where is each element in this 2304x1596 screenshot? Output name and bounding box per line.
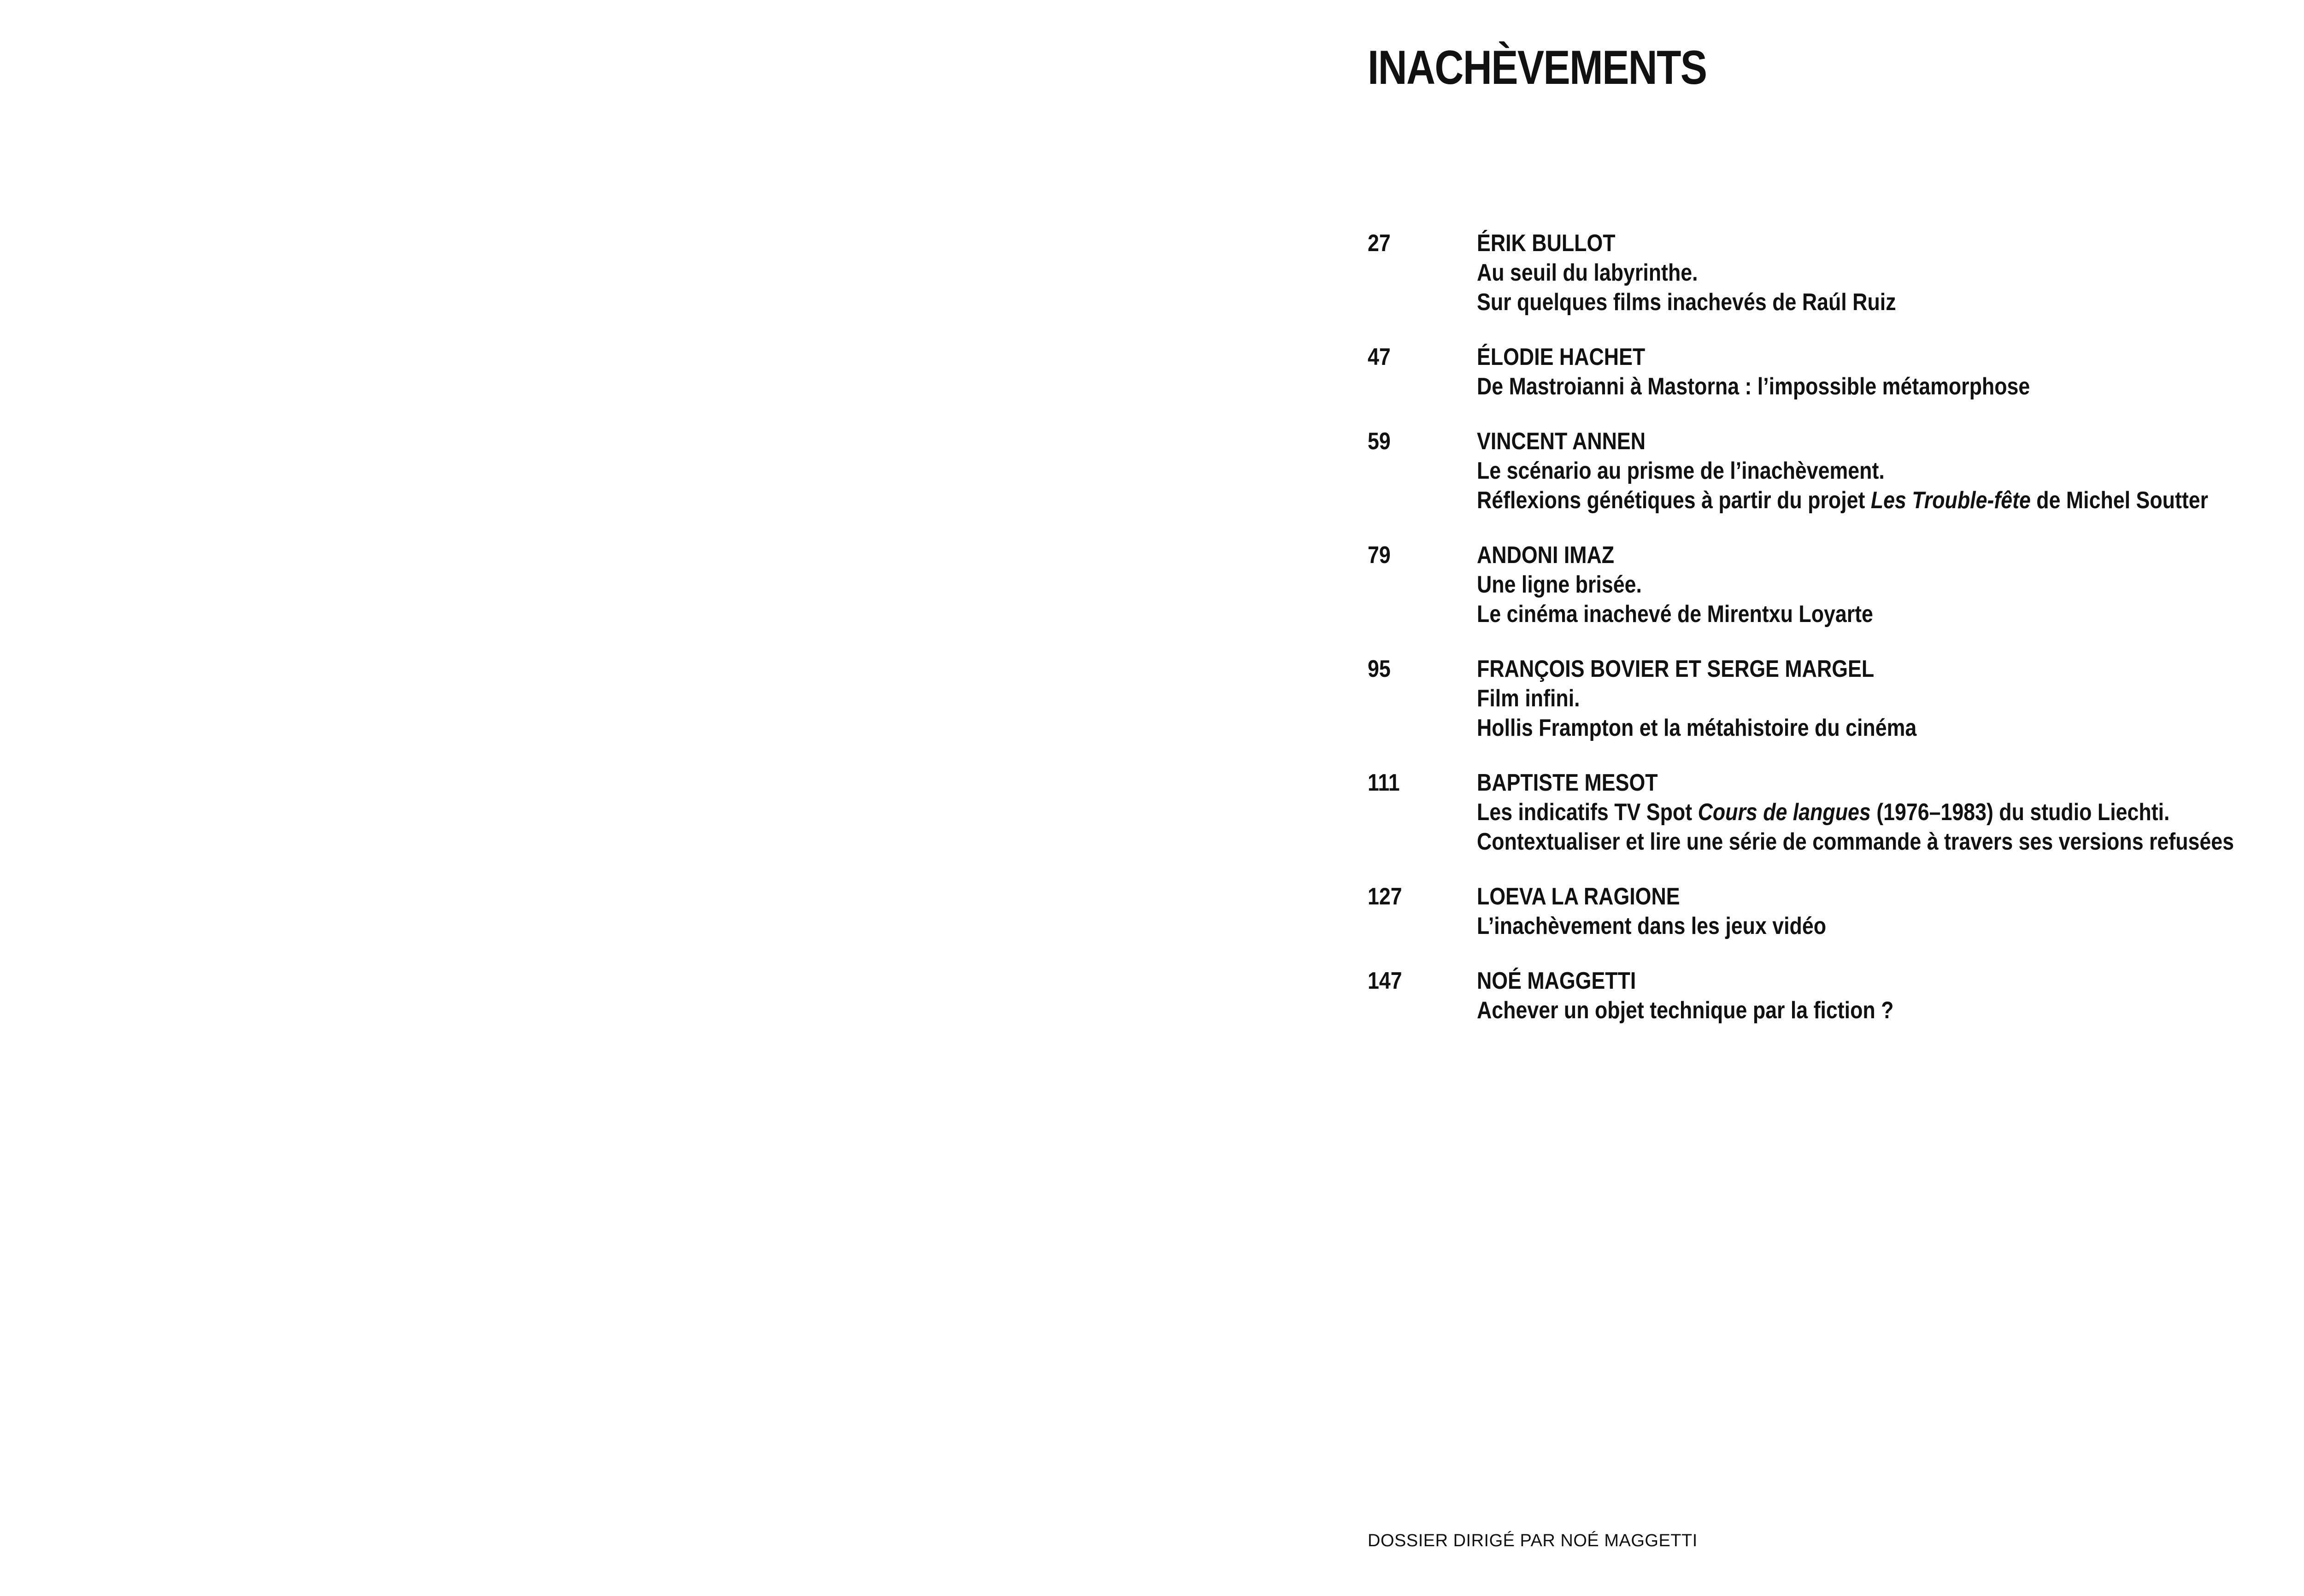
toc-entry bbox=[1368, 427, 2289, 515]
toc-entry-body bbox=[1477, 342, 2175, 401]
toc-page-number: 27 bbox=[1368, 230, 1391, 257]
toc-article-title-line bbox=[1477, 713, 2175, 743]
toc-text-segment: Réflexions génétiques à partir du projet bbox=[1477, 487, 1871, 514]
toc-article-title-line bbox=[1477, 456, 2208, 486]
toc-work-title: Cours de langues bbox=[1698, 799, 1871, 826]
contents-page bbox=[1234, 0, 2304, 1596]
toc-article-title-line bbox=[1477, 599, 2175, 629]
toc-page-number: 59 bbox=[1368, 428, 1391, 455]
page-title: INACHÈVEMENTS bbox=[1368, 41, 1707, 94]
toc-text-segment: Au seuil du labyrinthe. bbox=[1477, 259, 1698, 286]
toc-author: ANDONI IMAZ bbox=[1477, 542, 1615, 569]
toc-article-title-line bbox=[1477, 684, 2175, 713]
toc-text-segment: Sur quelques films inachevés de Raúl Ruiz bbox=[1477, 289, 1896, 316]
toc-entry bbox=[1368, 768, 2289, 857]
toc-text-segment: de Michel Soutter bbox=[2030, 487, 2209, 514]
toc-page-number: 127 bbox=[1368, 883, 1402, 910]
toc-text-segment: Le cinéma inachevé de Mirentxu Loyarte bbox=[1477, 601, 1873, 628]
toc-entry bbox=[1368, 654, 2289, 743]
toc-entry bbox=[1368, 540, 2289, 629]
toc-author: LOEVA LA RAGIONE bbox=[1477, 883, 1680, 910]
toc-entry-body bbox=[1477, 540, 2175, 629]
dossier-credit: DOSSIER DIRIGÉ PAR NOÉ MAGGETTI bbox=[1368, 1531, 1698, 1550]
toc-text-segment: Une ligne brisée. bbox=[1477, 571, 1642, 598]
toc-article-title-line bbox=[1477, 486, 2208, 515]
toc-work-title: Les Trouble-fête bbox=[1870, 487, 2031, 514]
toc-page-number: 47 bbox=[1368, 344, 1391, 370]
toc-page-number: 79 bbox=[1368, 542, 1391, 569]
toc-text-segment: Le scénario au prisme de l’inachèvement. bbox=[1477, 458, 1885, 484]
toc-author: BAPTISTE MESOT bbox=[1477, 769, 1658, 796]
table-of-contents bbox=[1368, 229, 2289, 1050]
toc-entry bbox=[1368, 966, 2289, 1025]
toc-entry-body bbox=[1477, 966, 2175, 1025]
toc-entry-body bbox=[1477, 427, 2208, 515]
toc-text-segment: Achever un objet technique par la fiction ? bbox=[1477, 997, 1894, 1024]
toc-text-segment: L’inachèvement dans les jeux vidéo bbox=[1477, 913, 1827, 939]
toc-page-number: 95 bbox=[1368, 656, 1391, 682]
toc-page-number: 147 bbox=[1368, 968, 1402, 994]
toc-article-title-line bbox=[1477, 827, 2234, 857]
toc-article-title-line bbox=[1477, 996, 2175, 1025]
toc-text-segment: Les indicatifs TV Spot bbox=[1477, 799, 1698, 826]
toc-entry-body bbox=[1477, 229, 2175, 317]
toc-author: FRANÇOIS BOVIER ET SERGE MARGEL bbox=[1477, 656, 1875, 682]
toc-entry-body bbox=[1477, 768, 2234, 857]
toc-entry-body bbox=[1477, 882, 2175, 941]
toc-author: ÉLODIE HACHET bbox=[1477, 344, 1646, 370]
toc-author: NOÉ MAGGETTI bbox=[1477, 968, 1636, 994]
toc-entry-body bbox=[1477, 654, 2175, 743]
toc-text-segment: (1976–1983) du studio Liechti. bbox=[1870, 799, 2170, 826]
toc-page-number: 111 bbox=[1368, 769, 1400, 796]
toc-entry bbox=[1368, 342, 2289, 401]
toc-article-title-line bbox=[1477, 911, 2175, 941]
toc-text-segment: Contextualiser et lire une série de commande à travers ses versions refusées bbox=[1477, 828, 2234, 855]
toc-text-segment: Hollis Frampton et la métahistoire du cinéma bbox=[1477, 715, 1917, 741]
toc-article-title-line bbox=[1477, 798, 2234, 827]
toc-article-title-line bbox=[1477, 372, 2175, 401]
toc-article-title-line bbox=[1477, 288, 2175, 317]
toc-text-segment: Film infini. bbox=[1477, 685, 1580, 712]
toc-article-title-line bbox=[1477, 570, 2175, 599]
toc-text-segment: De Mastroianni à Mastorna : l’impossible métamorphose bbox=[1477, 373, 2030, 400]
toc-author: ÉRIK BULLOT bbox=[1477, 230, 1616, 257]
toc-article-title-line bbox=[1477, 258, 2175, 288]
toc-entry bbox=[1368, 882, 2289, 941]
toc-author: VINCENT ANNEN bbox=[1477, 428, 1646, 455]
toc-entry bbox=[1368, 229, 2289, 317]
